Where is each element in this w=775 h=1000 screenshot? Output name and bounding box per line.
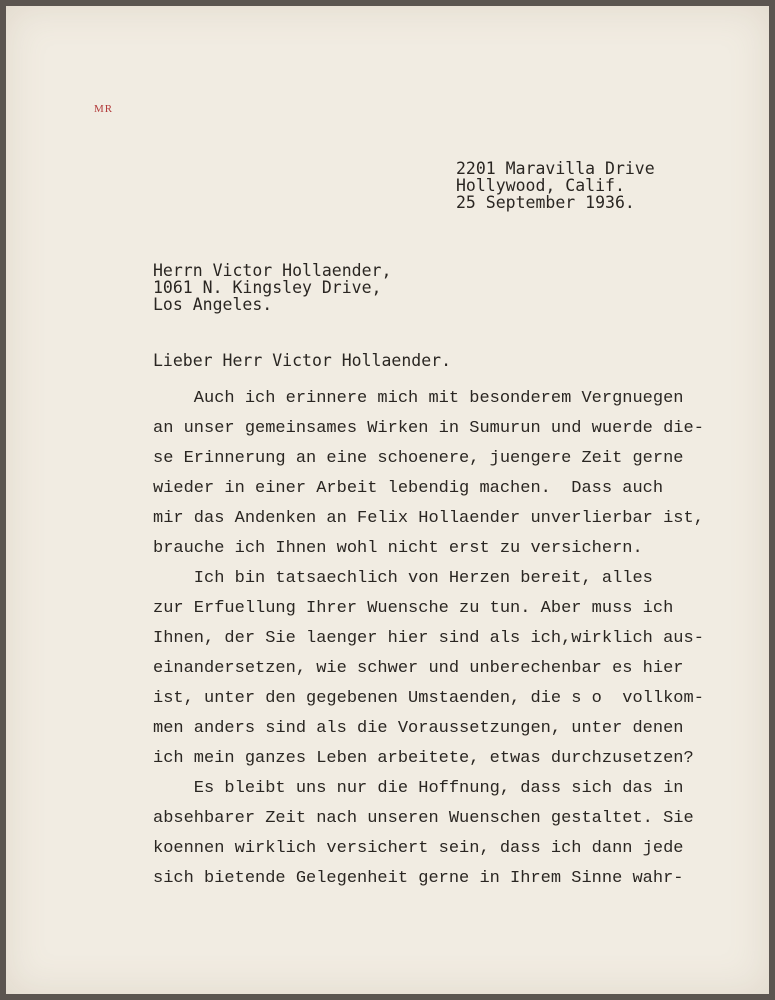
body-line: Es bleibt uns nur die Hoffnung, dass sich das in bbox=[153, 779, 684, 798]
sender-address-line: Hollywood, Calif. bbox=[456, 176, 625, 195]
recipient-line: 1061 N. Kingsley Drive, bbox=[153, 278, 382, 297]
salutation: Lieber Herr Victor Hollaender. bbox=[153, 351, 452, 370]
body-line: Auch ich erinnere mich mit besonderem Vergnuegen bbox=[153, 389, 684, 408]
letterhead-monogram: MR bbox=[94, 103, 114, 115]
body-line: zur Erfuellung Ihrer Wuensche zu tun. Aber muss ich bbox=[153, 599, 674, 618]
sender-address-line: 2201 Maravilla Drive bbox=[456, 159, 655, 178]
recipient-line: Los Angeles. bbox=[153, 295, 273, 314]
body-line: wieder in einer Arbeit lebendig machen. Dass auch bbox=[153, 479, 664, 498]
recipient-address bbox=[153, 262, 391, 313]
body-line: men anders sind als die Voraussetzungen, unter denen bbox=[153, 719, 684, 738]
body-line: sich bietende Gelegenheit gerne in Ihrem Sinne wahr- bbox=[153, 869, 684, 888]
body-line: Ich bin tatsaechlich von Herzen bereit, alles bbox=[153, 569, 653, 588]
body-line: brauche ich Ihnen wohl nicht erst zu versichern. bbox=[153, 539, 643, 558]
body-line: absehbarer Zeit nach unseren Wuenschen gestaltet. Sie bbox=[153, 809, 694, 828]
recipient-line: Herrn Victor Hollaender, bbox=[153, 261, 392, 280]
body-line: an unser gemeinsames Wirken in Sumurun und wuerde die- bbox=[153, 419, 704, 438]
body-line: ich mein ganzes Leben arbeitete, etwas durchzusetzen? bbox=[153, 749, 694, 768]
body-line: ist, unter den gegebenen Umstaenden, die s o vollkom- bbox=[153, 689, 704, 708]
letter-page bbox=[6, 6, 769, 994]
body-line: se Erinnerung an eine schoenere, juengere Zeit gerne bbox=[153, 449, 684, 468]
body-line: Ihnen, der Sie laenger hier sind als ich,wirklich aus- bbox=[153, 629, 704, 648]
body-line: koennen wirklich versichert sein, dass ich dann jede bbox=[153, 839, 684, 858]
sender-address bbox=[456, 160, 655, 211]
sender-date-line: 25 September 1936. bbox=[456, 193, 635, 212]
body-line: mir das Andenken an Felix Hollaender unverlierbar ist, bbox=[153, 509, 704, 528]
body-line: einandersetzen, wie schwer und unberechenbar es hier bbox=[153, 659, 684, 678]
